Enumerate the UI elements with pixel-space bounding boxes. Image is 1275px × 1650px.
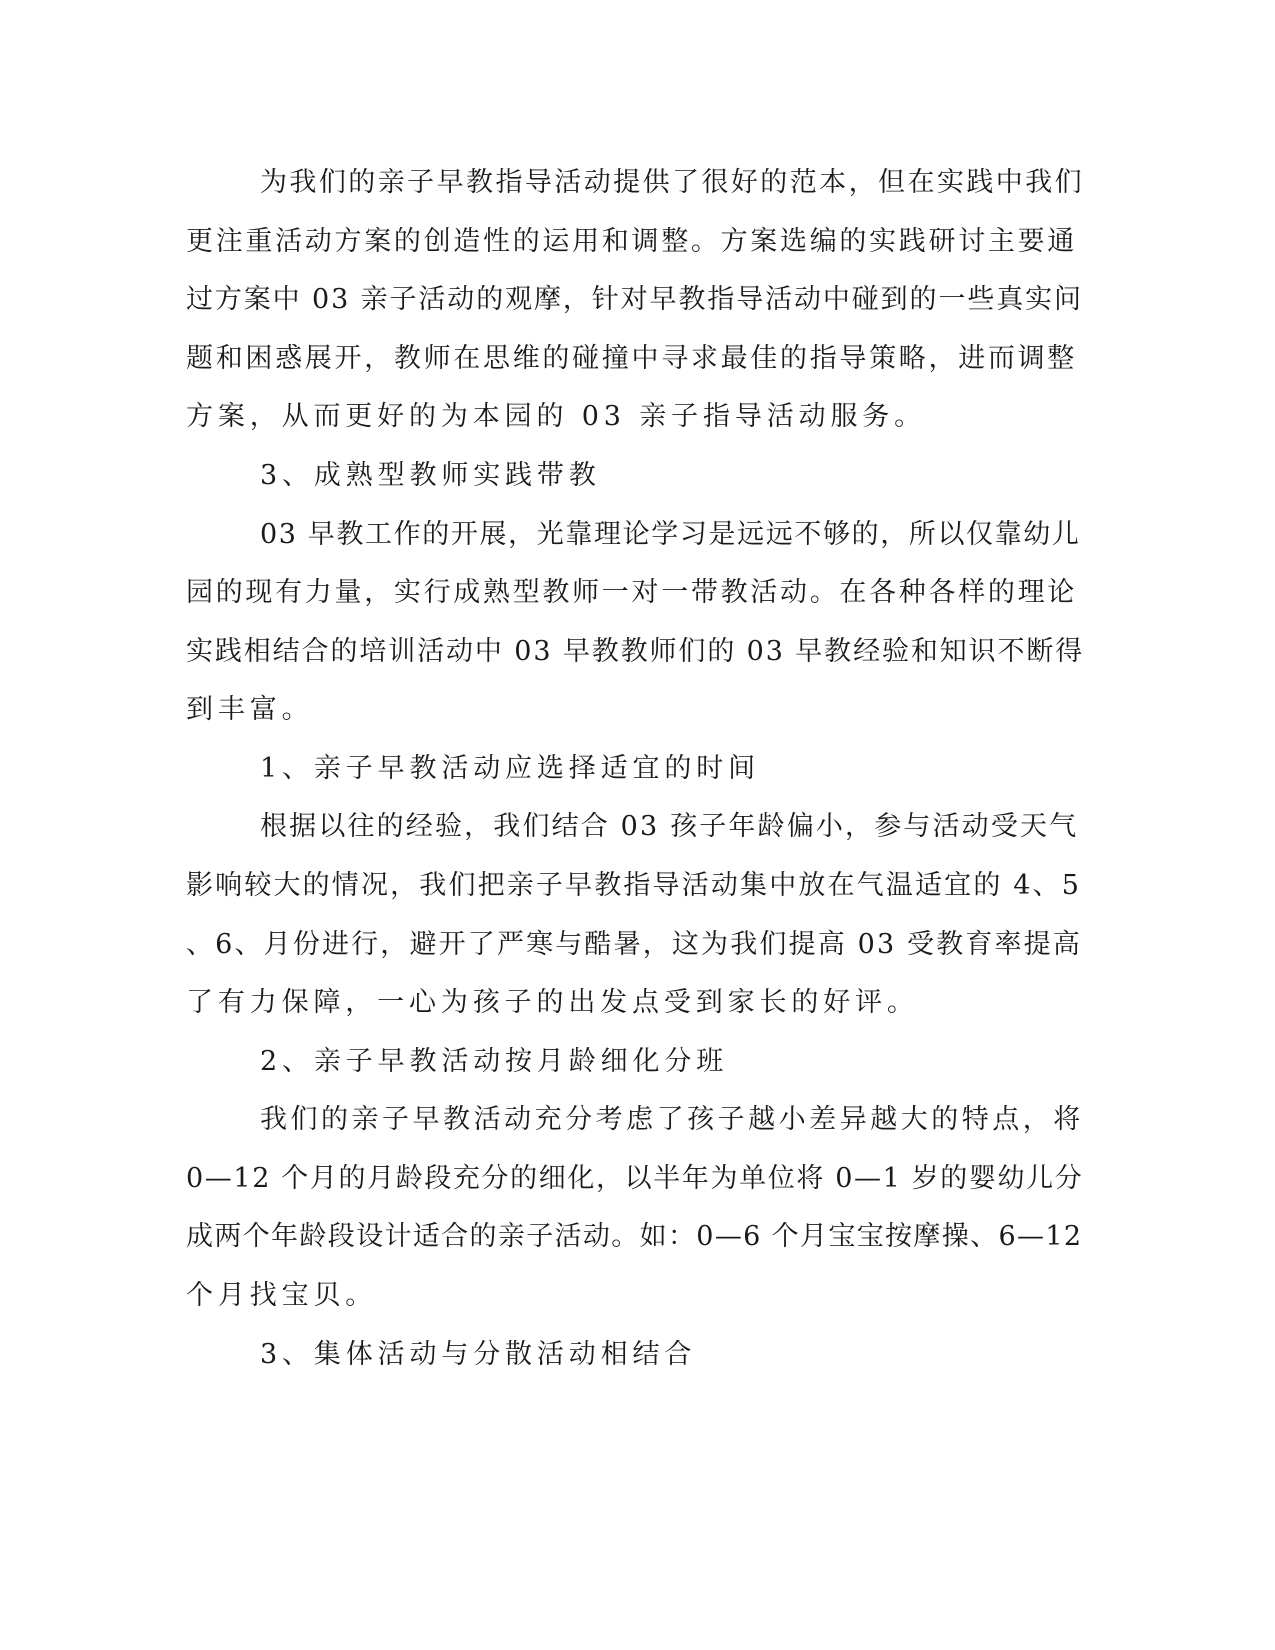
paragraph-line: 03 早教工作的开展，光靠理论学习是远远不够的，所以仅靠幼儿 — [260, 519, 1081, 550]
paragraph-line: 、6、月份进行，避开了严寒与酷暑，这为我们提高 03 受教育率提高 — [186, 929, 1082, 960]
paragraph-line: 题和困惑展开，教师在思维的碰撞中寻求最佳的指导策略，进而调整 — [186, 343, 1077, 374]
paragraph-line: 园的现有力量，实行成熟型教师一对一带教活动。在各种各样的理论 — [186, 577, 1077, 608]
paragraph-line: 为我们的亲子早教指导活动提供了很好的范本，但在实践中我们 — [260, 167, 1085, 198]
paragraph-line: 个月找宝贝。 — [186, 1280, 378, 1311]
paragraph-line: 更注重活动方案的创造性的运用和调整。方案选编的实践研讨主要通 — [186, 226, 1077, 257]
section-heading: 3、集体活动与分散活动相结合 — [260, 1339, 697, 1370]
paragraph-line: 过方案中 03 亲子活动的观摩，针对早教指导活动中碰到的一些真实问 — [186, 284, 1083, 315]
paragraph-line: 成两个年龄段设计适合的亲子活动。如：0—6 个月宝宝按摩操、6—12 — [186, 1221, 1083, 1252]
paragraph-line: 了有力保障，一心为孩子的出发点受到家长的好评。 — [186, 987, 919, 1018]
section-heading: 2、亲子早教活动按月龄细化分班 — [260, 1046, 729, 1077]
paragraph-line: 0—12 个月的月龄段充分的细化，以半年为单位将 0—1 岁的婴幼儿分 — [186, 1163, 1084, 1194]
paragraph-line: 根据以往的经验，我们结合 03 孩子年龄偏小，参与活动受天气 — [260, 811, 1079, 842]
paragraph-line: 我们的亲子早教活动充分考虑了孩子越小差异越大的特点，将 — [260, 1104, 1084, 1135]
section-heading: 3、成熟型教师实践带教 — [260, 460, 601, 491]
paragraph-line: 影响较大的情况，我们把亲子早教指导活动集中放在气温适宜的 4、5 — [186, 870, 1082, 901]
paragraph-line: 实践相结合的培训活动中 03 早教教师们的 03 早教经验和知识不断得 — [186, 636, 1085, 667]
paragraph-line: 到丰富。 — [186, 694, 314, 725]
paragraph-line: 方案，从而更好的为本园的 03 亲子指导活动服务。 — [186, 401, 927, 432]
section-heading: 1、亲子早教活动应选择适宜的时间 — [260, 753, 760, 784]
